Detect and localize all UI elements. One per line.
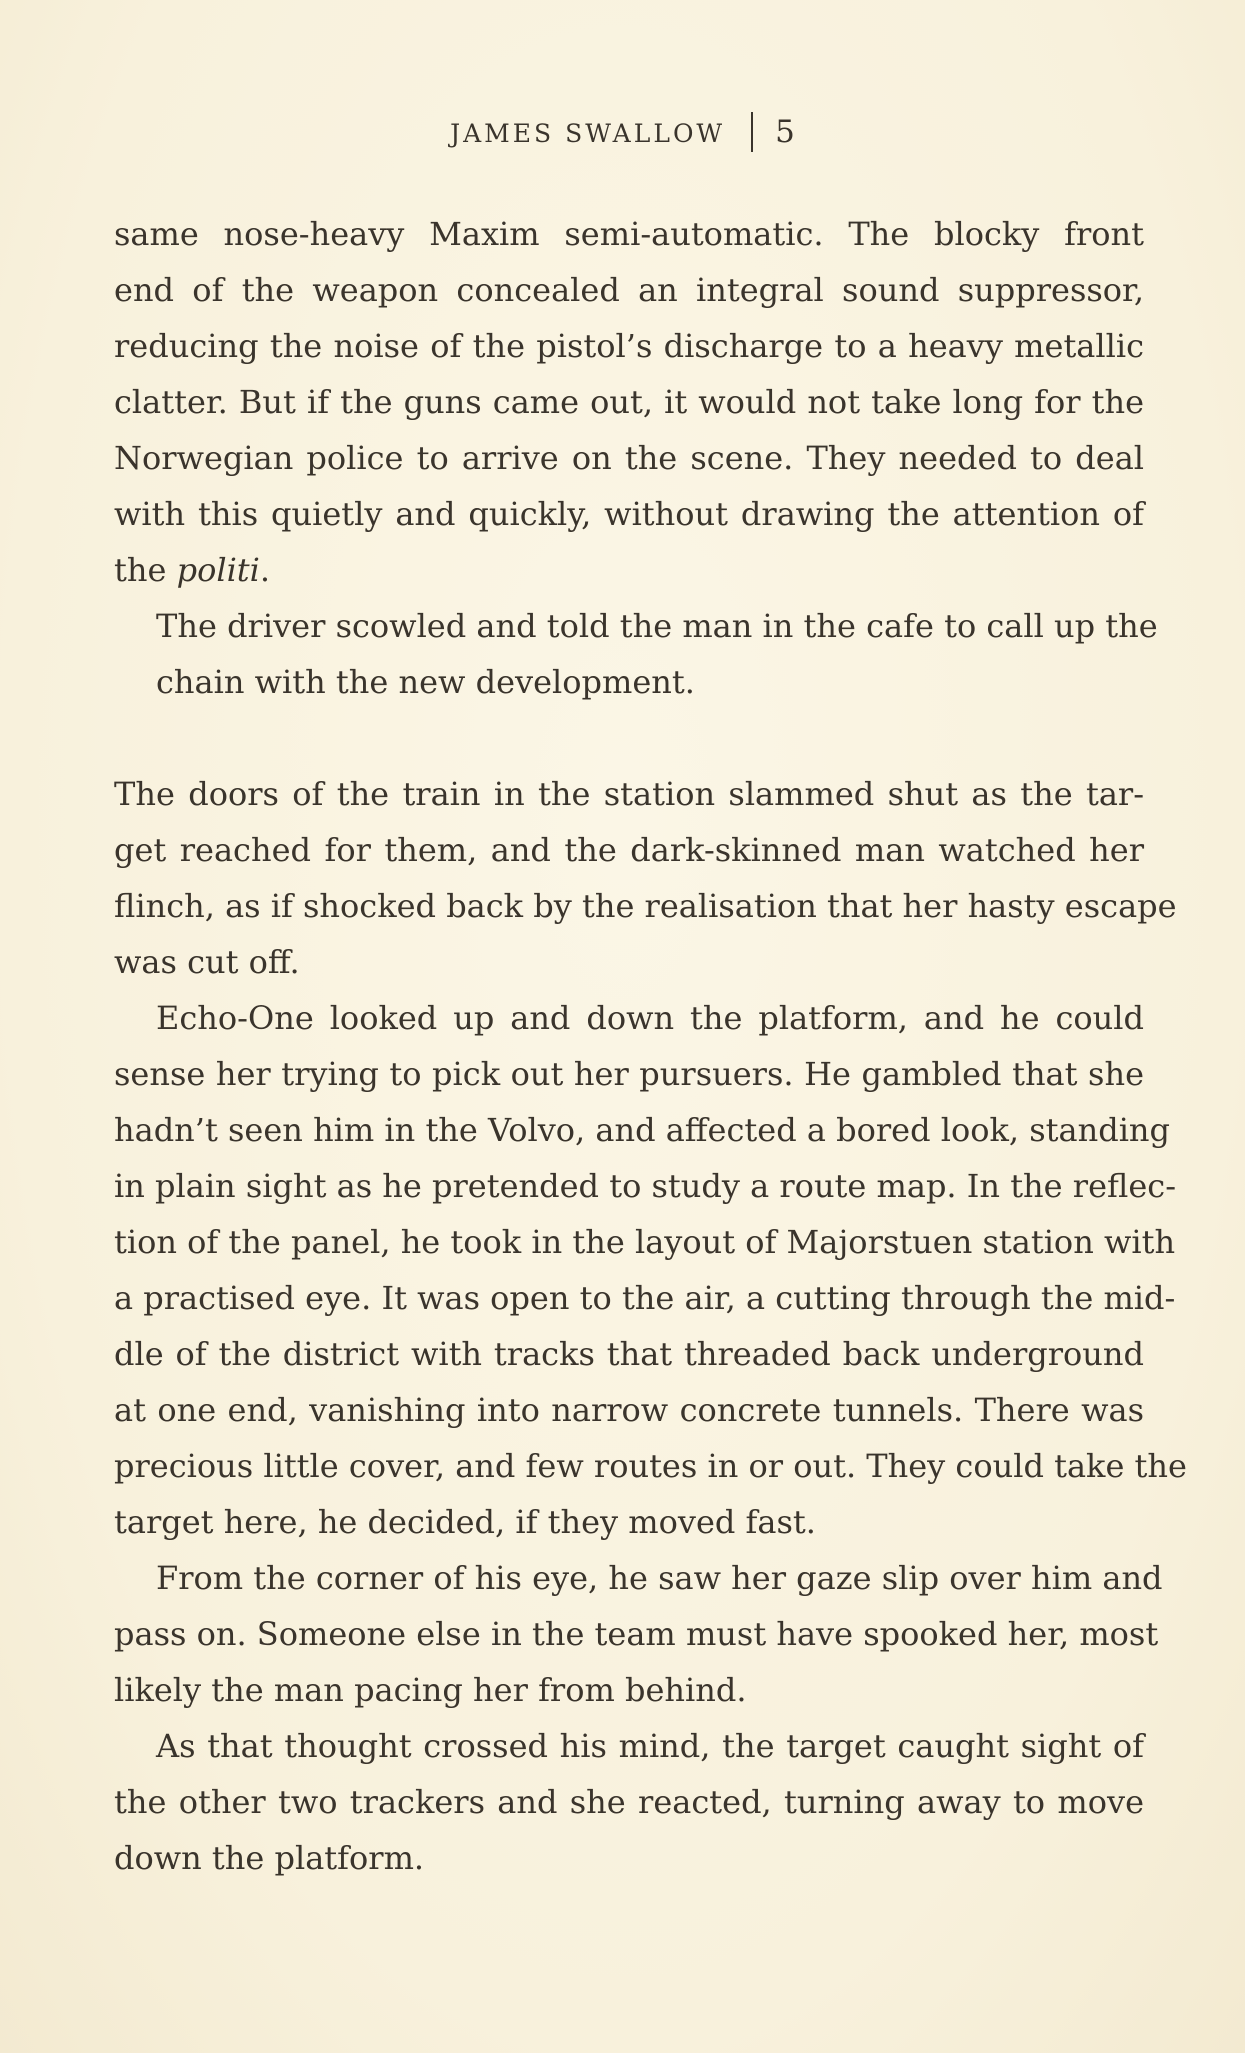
text-line: was cut off. <box>114 943 300 981</box>
text-line: Echo-One looked up and down the platform, and he could <box>156 999 1144 1037</box>
text-line: The doors of the train in the station slammed shut as the tar- <box>114 775 1144 813</box>
author-name: JAMES SWALLOW <box>450 119 726 148</box>
text-line: the other two trackers and she reacted, turning away to move <box>114 1783 1144 1821</box>
text-line: at one end, vanishing into narrow concrete tunnels. There was <box>114 1391 1144 1429</box>
body-text <box>114 206 1187 1886</box>
section-break <box>114 710 1144 766</box>
paragraph-2 <box>114 598 1158 710</box>
text-line: sense her trying to pick out her pursuers. He gambled that she <box>114 1055 1144 1093</box>
text-line: chain with the new development. <box>156 663 695 701</box>
paragraph-5 <box>114 1550 1163 1718</box>
text-line: precious little cover, and few routes in or out. They could take the <box>114 1447 1187 1485</box>
paragraph-4 <box>114 990 1187 1550</box>
text-line: As that thought crossed his mind, the target caught sight of <box>156 1727 1144 1765</box>
text-fragment: the <box>114 551 177 589</box>
text-line: end of the weapon concealed an integral sound suppressor, <box>114 271 1144 309</box>
italic-word: politi <box>176 551 260 589</box>
text-line: Norwegian police to arrive on the scene. They needed to deal <box>114 439 1144 477</box>
text-line: reducing the noise of the pistol’s discharge to a heavy metallic <box>114 327 1144 365</box>
text-line: tion of the panel, he took in the layout of Majorstuen station with <box>114 1223 1176 1261</box>
paragraph-1 <box>114 206 1144 598</box>
text-fragment: . <box>259 551 271 589</box>
text-line: pass on. Someone else in the team must have spooked her, most <box>114 1615 1159 1653</box>
paragraph-3 <box>114 766 1177 990</box>
text-line: The driver scowled and told the man in the cafe to call up the <box>156 607 1158 645</box>
text-line: same nose-heavy Maxim semi-automatic. The blocky front <box>114 215 1144 253</box>
text-line <box>114 542 1144 598</box>
paragraph-6 <box>114 1718 1144 1886</box>
page-number: 5 <box>775 114 795 150</box>
text-line: From the corner of his eye, he saw her gaze slip over him and <box>156 1559 1163 1597</box>
text-line: down the platform. <box>114 1839 425 1877</box>
text-line: dle of the district with tracks that threaded back underground <box>114 1335 1144 1373</box>
text-line: get reached for them, and the dark-skinned man watched her <box>114 831 1144 869</box>
text-line: with this quietly and quickly, without drawing the attention of <box>114 495 1144 533</box>
text-line: in plain sight as he pretended to study a route map. In the reflec- <box>114 1167 1177 1205</box>
text-line: clatter. But if the guns came out, it would not take long for the <box>114 383 1144 421</box>
text-line: a practised eye. It was open to the air, a cutting through the mid- <box>114 1279 1176 1317</box>
text-line: likely the man pacing her from behind. <box>114 1671 747 1709</box>
text-line: hadn’t seen him in the Volvo, and affected a bored look, standing <box>114 1111 1171 1149</box>
header-separator <box>751 112 753 152</box>
text-line: target here, he decided, if they moved fast. <box>114 1503 816 1541</box>
running-head <box>0 112 1245 152</box>
text-line: flinch, as if shocked back by the realisation that her hasty escape <box>114 887 1177 925</box>
